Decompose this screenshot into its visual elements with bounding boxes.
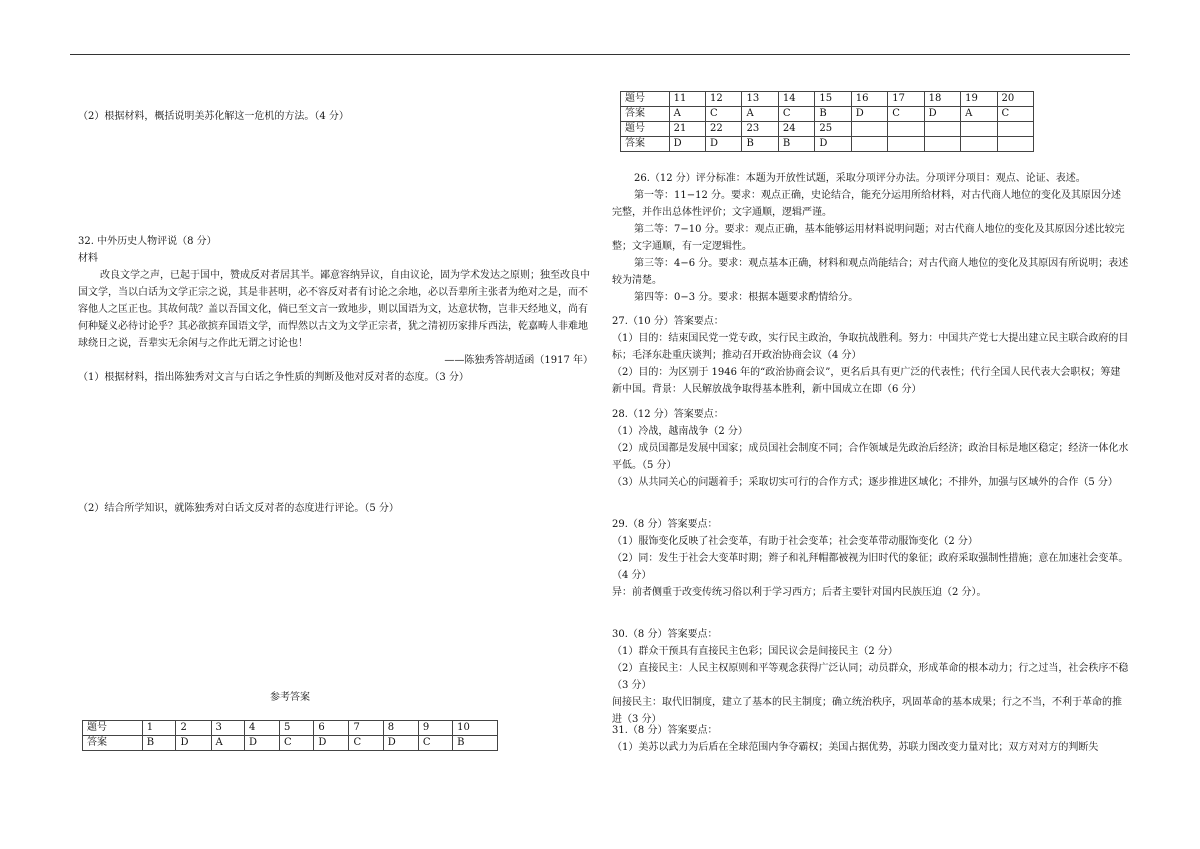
answer-27 — [612, 313, 1130, 398]
table-cell — [997, 122, 1033, 137]
table-cell: C — [706, 107, 742, 122]
answer-heading: 参考答案 — [270, 692, 310, 703]
table-cell: 6 — [314, 721, 349, 736]
a29-p1: （1）服饰变化反映了社会变革，有助于社会变革；社会变革带动服饰变化（2 分） — [612, 536, 978, 547]
a26-level4: 第四等：0−3 分。要求：根据本题要求酌情给分。 — [634, 292, 859, 303]
q32-title: 32. 中外历史人物评说（8 分） — [78, 236, 217, 247]
table-cell: 13 — [742, 92, 778, 107]
q32-part2: （2）结合所学知识，就陈独秀对白话文反对者的态度进行评论。（5 分） — [78, 503, 399, 514]
table-cell: 19 — [961, 92, 997, 107]
table-cell: D — [176, 736, 211, 751]
table-cell: 答案 — [621, 137, 670, 152]
table-cell: 22 — [706, 122, 742, 137]
table-cell: 10 — [453, 721, 498, 736]
table-cell: D — [314, 736, 349, 751]
a30-p2: （2）直接民主：人民主权原则和平等观念获得广泛认同；动员群众，形成革命的根本动力；行之过当，社会秩序不稳（3 分） — [612, 663, 1129, 691]
a26-intro: 26.（12 分）评分标准：本题为开放性试题，采取分项评分办法。分项评分项目：观点、论证、表述。 — [634, 173, 1086, 184]
a26-level2: 第二等：7−10 分。要求：观点正确，基本能够运用材料说明问题；对古代商人地位的变化及其原因分述比较完整；文字通顺，有一定逻辑性。 — [612, 224, 1125, 252]
table-cell — [961, 137, 997, 152]
a27-title: 27.（10 分）答案要点： — [612, 316, 724, 327]
page-top-rule — [70, 54, 1130, 55]
table-cell: D — [244, 736, 279, 751]
table-cell — [924, 122, 960, 137]
table-cell: C — [888, 107, 924, 122]
table-cell: D — [851, 107, 887, 122]
a31-title: 31.（8 分）答案要点： — [612, 725, 718, 736]
answer-table-1 — [82, 720, 498, 751]
table-cell: A — [961, 107, 997, 122]
table-cell: 题号 — [83, 721, 143, 736]
table-cell: B — [142, 736, 176, 751]
table-cell: D — [815, 137, 851, 152]
table-cell: 9 — [418, 721, 452, 736]
table-cell: 答案 — [621, 107, 670, 122]
q32-part1: （1）根据材料，指出陈独秀对文言与白话之争性质的判断及他对反对者的态度。（3 分） — [78, 372, 469, 383]
table-cell: 题号 — [621, 122, 670, 137]
table-cell: A — [742, 107, 778, 122]
a28-p1: （1）冷战，越南战争（2 分） — [612, 426, 748, 437]
table-cell: 11 — [669, 92, 705, 107]
table-cell: 2 — [176, 721, 211, 736]
a30-title: 30.（8 分）答案要点： — [612, 629, 718, 640]
a30-p3: 间接民主：取代旧制度，建立了基本的民主制度；确立统治秩序，巩固革命的基本成果；行之不当，不利于革命的推进（3 分） — [612, 697, 1122, 725]
answer-29 — [612, 516, 1130, 601]
table-cell: 18 — [924, 92, 960, 107]
table-cell: 4 — [244, 721, 279, 736]
material-source: ——陈独秀答胡适函（1917 年） — [444, 355, 593, 366]
table-cell: C — [280, 736, 314, 751]
material-text: 改良文学之声，已起于国中，赞成反对者居其半。鄙意容纳异议，自由议论，固为学术发达之原则；独至改良中国文学，当以白话为文学正宗之说，其是非甚明，必不容反对者有讨论之余地，必以吾辈所主张者为绝对之是，而不容他人之匡正也。其故何哉？盖以吾国文化，倘已至文言一致地步，则以国语为文，达意状物，岂非天经地义，尚有何种疑义必待讨论乎？其必欲摈弃国语文学，而悍然以古文为文学正宗者，犹之清初历家排斥西法，乾嘉畴人非难地球绕日之说，吾辈实无余闲与之作此无谓之讨论也！ — [78, 270, 590, 349]
table-cell — [888, 122, 924, 137]
table-cell: 12 — [706, 92, 742, 107]
q31-part2: （2）根据材料，概括说明美苏化解这一危机的方法。（4 分） — [78, 111, 349, 122]
table-cell: 20 — [997, 92, 1033, 107]
table-cell: A — [211, 736, 244, 751]
a29-title: 29.（8 分）答案要点： — [612, 519, 718, 530]
table-cell: D — [669, 137, 705, 152]
table-cell: 7 — [349, 721, 383, 736]
table-row — [621, 107, 1034, 122]
answer-30 — [612, 626, 1130, 728]
a29-p3: 异：前者侧重于改变传统习俗以利于学习西方；后者主要针对国内民族压迫（2 分）。 — [612, 587, 987, 598]
table-cell: 23 — [742, 122, 778, 137]
table-cell — [888, 137, 924, 152]
table-cell: D — [383, 736, 418, 751]
answer-28 — [612, 406, 1130, 491]
a29-p2: （2）同：发生于社会大变革时期；辫子和礼拜帽都被视为旧时代的象征；政府采取强制性措施；意在加速社会变革。（4 分） — [612, 553, 1129, 581]
table-cell: 16 — [851, 92, 887, 107]
table-cell: C — [349, 736, 383, 751]
table-row — [621, 122, 1034, 137]
answer-31 — [612, 722, 1130, 756]
table-cell: 1 — [142, 721, 176, 736]
table-cell: 题号 — [621, 92, 670, 107]
a28-p2: （2）成员国都是发展中国家；成员国社会制度不同；合作领域是先政治后经济；政治目标是地区稳定；经济一体化水平低。（5 分） — [612, 443, 1129, 471]
table-cell: 14 — [778, 92, 814, 107]
table-cell — [851, 122, 887, 137]
table-cell — [924, 137, 960, 152]
table-cell: A — [669, 107, 705, 122]
table-cell: D — [924, 107, 960, 122]
a27-p2: （2）目的：为区别于 1946 年的“政治协商会议”，更名后具有更广泛的代表性；代行全国人民代表大会职权；筹建新中国。背景：人民解放战争取得基本胜利，新中国成立在即（6 分） — [612, 367, 1121, 395]
a26-level1: 第一等：11−12 分。要求：观点正确，史论结合，能充分运用所给材料，对古代商人地位的变化及其原因分述完整，并作出总体性评价；文字通顺，逻辑严谨。 — [612, 190, 1122, 218]
table-cell: D — [706, 137, 742, 152]
table-cell: 24 — [778, 122, 814, 137]
table-row — [83, 736, 498, 751]
table-cell: 25 — [815, 122, 851, 137]
table-cell: 15 — [815, 92, 851, 107]
table-cell: B — [453, 736, 498, 751]
table-cell — [961, 122, 997, 137]
a31-p1: （1）美苏以武力为后盾在全球范围内争夺霸权；美国占据优势，苏联力图改变力量对比；双方对对方的判断失 — [612, 742, 1099, 753]
table-row — [83, 721, 498, 736]
table-cell: B — [815, 107, 851, 122]
table-cell: 答案 — [83, 736, 143, 751]
table-row — [621, 137, 1034, 152]
table-cell: C — [778, 107, 814, 122]
a28-p3: （3）从共同关心的问题着手；采取切实可行的合作方式；逐步推进区域化；不排外，加强与区域外的合作（5 分） — [612, 477, 1118, 488]
table-cell: 3 — [211, 721, 244, 736]
table-cell: B — [778, 137, 814, 152]
q32-block — [78, 233, 593, 386]
table-cell: C — [418, 736, 452, 751]
table-cell: 17 — [888, 92, 924, 107]
answer-26 — [612, 170, 1130, 306]
table-cell — [997, 137, 1033, 152]
a27-p1: （1）目的：结束国民党一党专政，实行民主政治，争取抗战胜利。努力：中国共产党七大提出建立民主联合政府的目标；毛泽东赴重庆谈判；推动召开政治协商会议（4 分） — [612, 333, 1129, 361]
a26-level3: 第三等：4−6 分。要求：观点基本正确，材料和观点尚能结合；对古代商人地位的变化及其原因有所说明；表述较为清楚。 — [612, 258, 1129, 286]
a28-title: 28.（12 分）答案要点： — [612, 409, 724, 420]
table-row — [621, 92, 1034, 107]
a30-p1: （1）群众干预具有直接民主色彩；国民议会是间接民主（2 分） — [612, 646, 898, 657]
table-cell: C — [997, 107, 1033, 122]
table-cell: B — [742, 137, 778, 152]
table-cell: 5 — [280, 721, 314, 736]
answer-table-2 — [620, 91, 1034, 152]
material-label: 材料 — [78, 253, 98, 264]
table-cell: 8 — [383, 721, 418, 736]
table-cell — [851, 137, 887, 152]
table-cell: 21 — [669, 122, 705, 137]
